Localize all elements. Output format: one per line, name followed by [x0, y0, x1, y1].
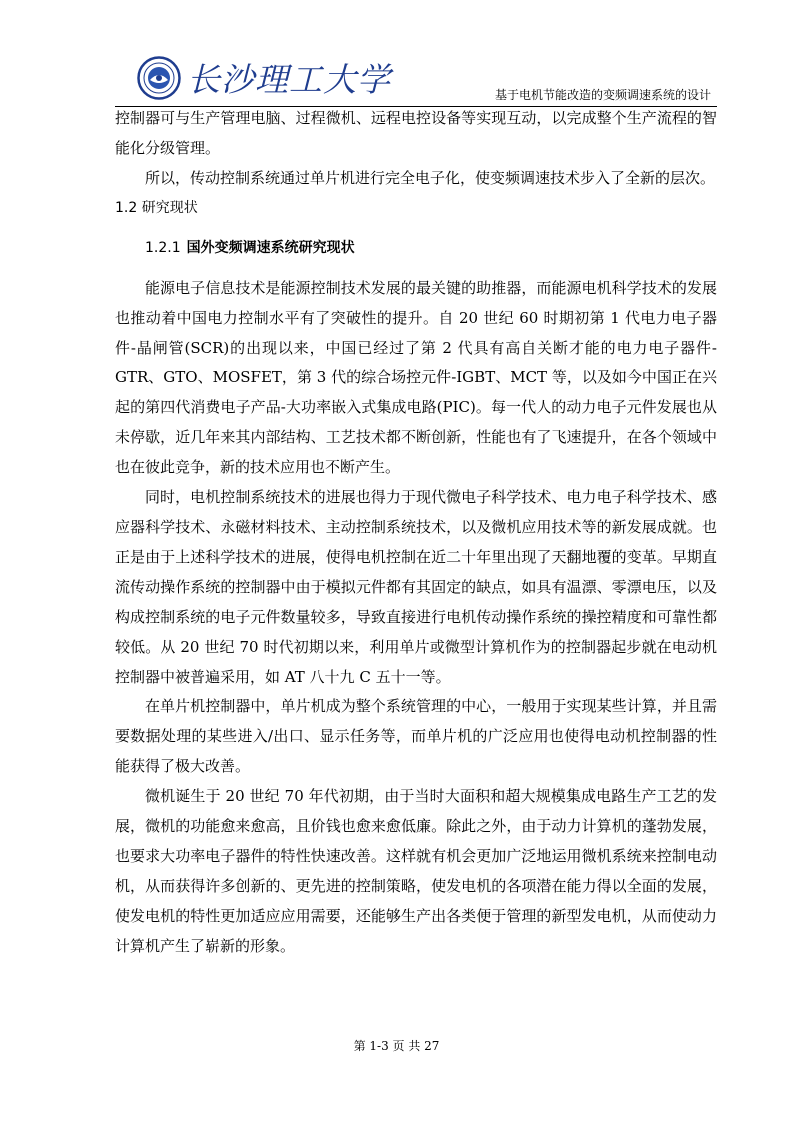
university-name-logo: 长沙理工大学 — [187, 60, 391, 99]
subsection-number: 1.2.1 — [145, 239, 181, 256]
header-title: 基于电机节能改造的变频调速系统的设计 — [494, 88, 711, 102]
university-seal-icon — [137, 56, 181, 100]
subsection-heading — [115, 232, 717, 274]
page-body — [115, 104, 717, 962]
paragraph-1: 控制器可与生产管理电脑、过程微机、远程电控设备等实现互动，以完成整个生产流程的智能化分级管理。 — [115, 109, 717, 157]
page-header — [115, 52, 717, 107]
section-heading: 1.2 研究现状 — [115, 199, 198, 216]
paragraph-2: 所以，传动控制系统通过单片机进行完全电子化，使变频调速技术步入了全新的层次。 — [145, 168, 716, 187]
paragraph-5: 在单片机控制器中，单片机成为整个系统管理的中心，一般用于实现某些计算，并且需要数据处理的某些进入/出口、显示任务等，而单片机的广泛应用也使得电动机控制器的性能获得了极大改善。 — [115, 697, 717, 776]
paragraph-3: 能源电子信息技术是能源控制技术发展的最关键的助推器，而能源电机科学技术的发展也推动着中国电力控制水平有了突破性的提升。自 20 世纪 60 时期初第 1 代电力电子器件-晶闸管(SCR)的出现以来，中国已经过了第 2 代具有高自关断才能的电力电子器件-GTR、GTO、MOSFET，第 3 代的综合场控元件-IGBT、MCT 等，以及如今中国正在兴起的第四代消费电子产品-大功率嵌入式集成电路(PIC)。每一代人的动力电子元件发展也从未停歇，近几年来其内部结构、工艺技术都不断创新，性能也有了飞速提升，在各个领域中也在彼此竞争，新的技术应用也不断产生。 — [115, 278, 717, 477]
paragraph-4: 同时，电机控制系统技术的进展也得力于现代微电子科学技术、电力电子科学技术、感应器科学技术、永磁材料技术、主动控制系统技术，以及微机应用技术等的新发展成就。也正是由于上述科学技术的进展，使得电机控制在近二十年里出现了天翻地覆的变革。早期直流传动操作系统的控制器中由于模拟元件都有其固定的缺点，如具有温漂、零漂电压，以及构成控制系统的电子元件数量较多，导致直接进行电机传动操作系统的操控精度和可靠性都较低。从 20 世纪 70 时代初期以来，利用单片或微型计算机作为的控制器起步就在电动机控制器中被普遍采用，如 AT 八十九 C 五十一等。 — [115, 488, 717, 686]
paragraph-6: 微机诞生于 20 世纪 70 年代初期，由于当时大面积和超大规模集成电路生产工艺的发展，微机的功能愈来愈高，且价钱也愈来愈低廉。除此之外，由于动力计算机的蓬勃发展，也要求大功率电子器件的特性快速改善。这样就有机会更加广泛地运用微机系统来控制电动机，从而获得许多创新的、更先进的控制策略，使发电机的各项潜在能力得以全面的发展，使发电机的特性更加适应应用需要，还能够生产出各类便于管理的新型发电机，从而使动力计算机产生了崭新的形象。 — [115, 787, 717, 955]
subsection-title: 国外变频调速系统研究现状 — [186, 239, 355, 256]
page-number: 第 1-3 页 共 27 — [353, 1039, 440, 1053]
